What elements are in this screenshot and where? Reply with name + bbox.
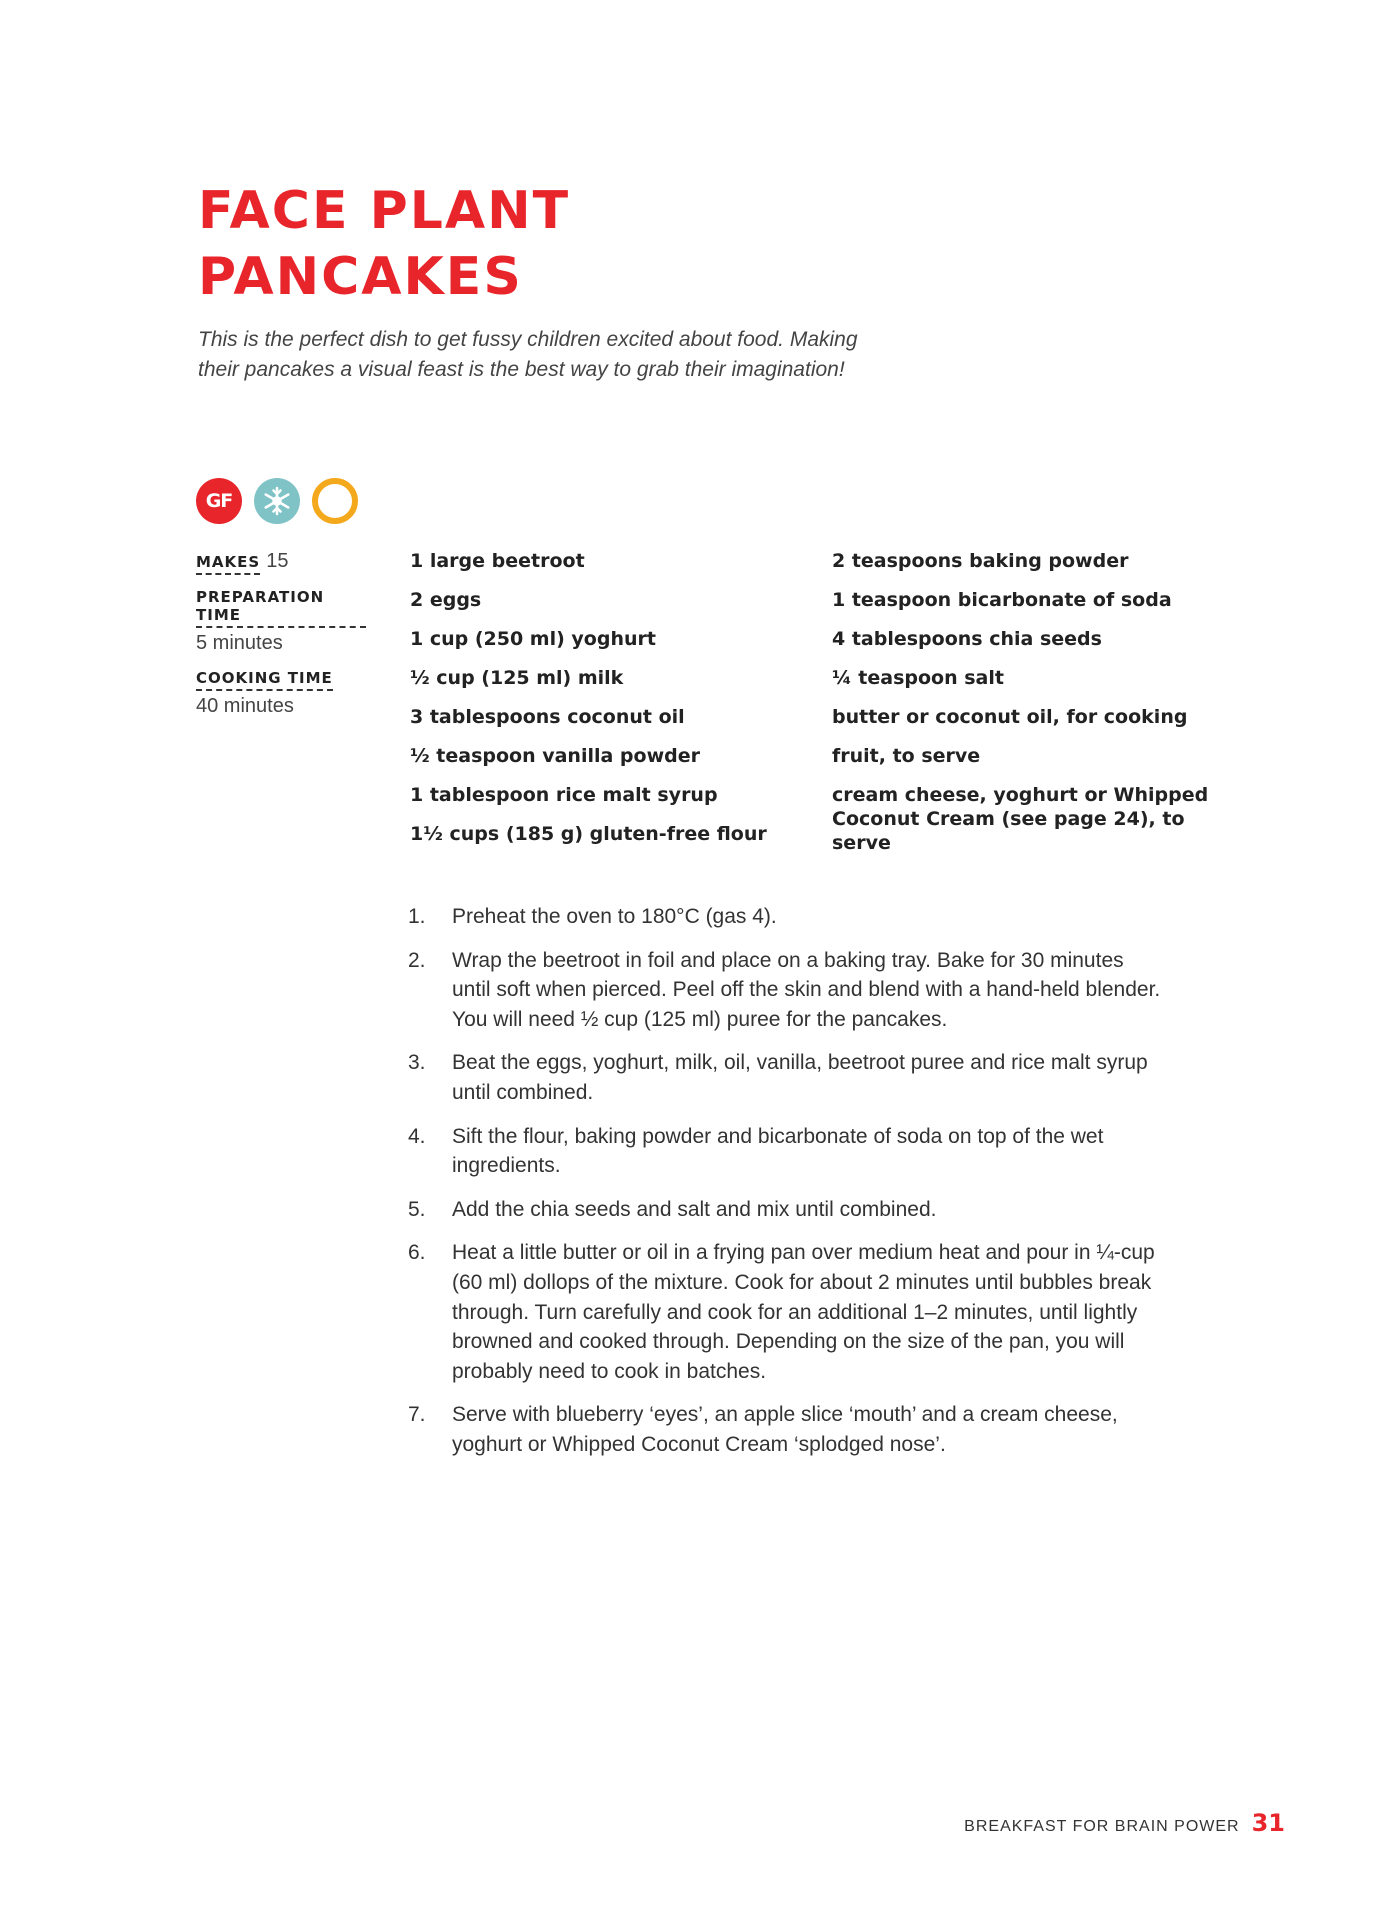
- page-number: 31: [1251, 1809, 1285, 1837]
- ingredient-item: fruit, to serve: [832, 745, 981, 767]
- step-text: [452, 902, 1208, 932]
- section-name: BREAKFAST FOR BRAIN POWER: [964, 1818, 1240, 1835]
- prep-time-row: [196, 588, 366, 655]
- diet-badges: [196, 478, 358, 524]
- prep-time-label: PREPARATION TIME: [196, 588, 366, 628]
- step-line: Wrap the beetroot in foil and place on a baking tray. Bake for 30 minutes: [452, 948, 1124, 972]
- cook-time-label: COOKING TIME: [196, 669, 333, 691]
- title-line: FACE PLANT: [198, 181, 571, 241]
- step-line: browned and cooked through. Depending on the size of the pan, you will: [452, 1330, 1125, 1354]
- title-line: PANCAKES: [198, 247, 523, 307]
- step-line: Preheat the oven to 180°C (gas 4).: [452, 905, 777, 928]
- oven-dish-icon: [312, 478, 358, 524]
- method-step: [408, 1400, 1208, 1459]
- step-line: probably need to cook in batches.: [452, 1359, 767, 1383]
- intro-line: This is the perfect dish to get fussy children excited about food. Making: [198, 328, 858, 351]
- method-step: [408, 1048, 1208, 1107]
- step-line: You will need ½ cup (125 ml) puree for the pancakes.: [452, 1007, 948, 1031]
- step-text: [452, 1238, 1208, 1386]
- snowflake-icon: [254, 478, 300, 524]
- ingredient-item: 1 large beetroot: [410, 550, 585, 572]
- step-number: 3.: [408, 1051, 426, 1075]
- makes-label: MAKES: [196, 553, 260, 575]
- ingredient-item: ½ cup (125 ml) milk: [410, 667, 624, 689]
- gluten-free-label: GF: [205, 490, 233, 512]
- step-line: (60 ml) dollops of the mixture. Cook for about 2 minutes until bubbles break: [452, 1270, 1152, 1294]
- step-text: [452, 1048, 1208, 1107]
- intro-line: their pancakes a visual feast is the best way to grab their imagination!: [198, 358, 845, 381]
- step-line: Add the chia seeds and salt and mix until combined.: [452, 1197, 937, 1221]
- cook-time-value: 40 minutes: [196, 695, 294, 717]
- step-line: until soft when pierced. Peel off the skin and blend with a hand-held blender.: [452, 978, 1161, 1002]
- makes-row: [196, 550, 366, 575]
- method-step: [408, 902, 1208, 932]
- ingredient-item: 4 tablespoons chia seeds: [832, 628, 1102, 650]
- prep-time-value: 5 minutes: [196, 632, 283, 654]
- ingredient-item: 2 eggs: [410, 589, 482, 611]
- step-text: [452, 946, 1208, 1035]
- ingredient-item: 1 teaspoon bicarbonate of soda: [832, 589, 1172, 611]
- ingredient-item: cream cheese, yoghurt or Whipped Coconut Cream (see page 24), to serve: [832, 784, 1209, 854]
- makes-value: 15: [266, 550, 289, 572]
- method-step: [408, 1122, 1208, 1181]
- step-text: [452, 1122, 1208, 1181]
- ingredients-right: [832, 549, 1232, 870]
- ingredient-item: 3 tablespoons coconut oil: [410, 706, 685, 728]
- step-number: 4.: [408, 1124, 426, 1148]
- ingredients-left: [410, 549, 810, 861]
- ingredient-item: ½ teaspoon vanilla powder: [410, 745, 701, 767]
- step-line: yoghurt or Whipped Coconut Cream ‘splodged nose’.: [452, 1432, 946, 1456]
- ingredient-item: 1½ cups (185 g) gluten-free flour: [410, 823, 767, 845]
- step-line: Beat the eggs, yoghurt, milk, oil, vanilla, beetroot puree and rice malt syrup: [452, 1051, 1148, 1075]
- page-footer: [964, 1809, 1285, 1837]
- step-number: 1.: [408, 905, 426, 928]
- step-text: [452, 1195, 1208, 1225]
- ingredient-item: 2 teaspoons baking powder: [832, 550, 1129, 572]
- gluten-free-icon: [196, 478, 242, 524]
- ingredient-item: 1 cup (250 ml) yoghurt: [410, 628, 656, 650]
- recipe-meta: [196, 550, 366, 731]
- ingredient-item: ¼ teaspoon salt: [832, 667, 1004, 689]
- step-number: 7.: [408, 1403, 426, 1427]
- cook-time-row: [196, 668, 366, 718]
- recipe-intro: [198, 325, 878, 385]
- step-line: ingredients.: [452, 1154, 561, 1178]
- step-number: 6.: [408, 1241, 426, 1265]
- step-text: [452, 1400, 1208, 1459]
- method-steps: [408, 902, 1208, 1474]
- step-number: 5.: [408, 1197, 426, 1221]
- step-line: until combined.: [452, 1080, 594, 1104]
- ingredient-item: 1 tablespoon rice malt syrup: [410, 784, 718, 806]
- method-step: [408, 946, 1208, 1035]
- step-line: Sift the flour, baking powder and bicarbonate of soda on top of the wet: [452, 1124, 1104, 1148]
- step-line: through. Turn carefully and cook for an additional 1–2 minutes, until lightly: [452, 1300, 1138, 1324]
- method-step: [408, 1195, 1208, 1225]
- step-line: Serve with blueberry ‘eyes’, an apple slice ‘mouth’ and a cream cheese,: [452, 1403, 1118, 1427]
- ingredient-item: butter or coconut oil, for cooking: [832, 706, 1188, 728]
- method-step: [408, 1238, 1208, 1386]
- step-line: Heat a little butter or oil in a frying pan over medium heat and pour in ¼-cup: [452, 1241, 1155, 1265]
- recipe-title: [198, 178, 570, 310]
- step-number: 2.: [408, 948, 426, 972]
